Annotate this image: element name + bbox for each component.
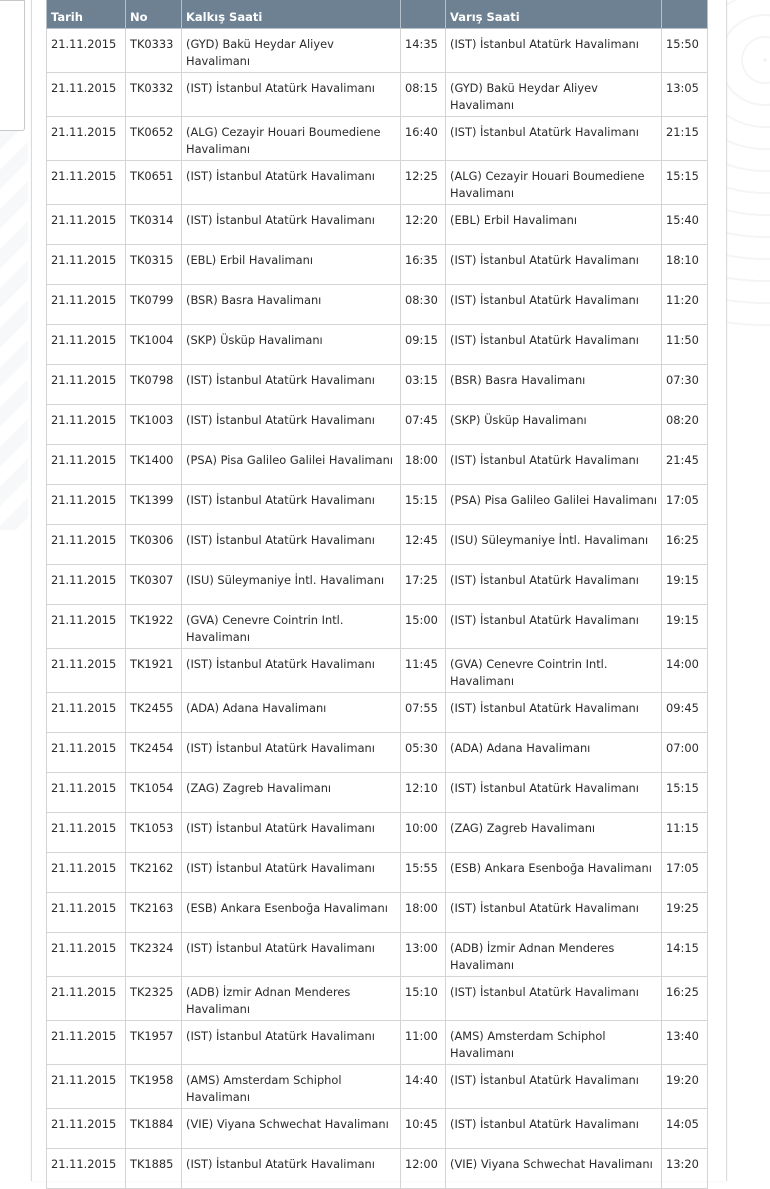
- cell-departure-time: 08:30: [401, 285, 446, 325]
- cell-departure-time: 15:10: [401, 977, 446, 1021]
- cell-arrival-airport: (SKP) Üsküp Havalimanı: [446, 405, 662, 445]
- cell-arrival-time: 14:05: [662, 1109, 708, 1149]
- cell-departure-airport: (IST) İstanbul Atatürk Havalimanı: [182, 405, 401, 445]
- cell-arrival-time: 08:20: [662, 405, 708, 445]
- cell-flight-no: TK0315: [126, 245, 182, 285]
- cell-departure-airport: (IST) İstanbul Atatürk Havalimanı: [182, 933, 401, 977]
- cell-flight-no: TK1922: [126, 605, 182, 649]
- cell-flight-no: TK1884: [126, 1109, 182, 1149]
- cell-arrival-airport: (IST) İstanbul Atatürk Havalimanı: [446, 117, 662, 161]
- cell-date: 21.11.2015: [47, 853, 126, 893]
- cell-departure-time: 15:55: [401, 853, 446, 893]
- table-row: [47, 773, 708, 813]
- table-row: [47, 445, 708, 485]
- cell-departure-time: 11:00: [401, 1021, 446, 1065]
- cell-arrival-time: 18:10: [662, 245, 708, 285]
- cell-departure-time: 12:45: [401, 525, 446, 565]
- cell-date: 21.11.2015: [47, 1149, 126, 1189]
- cell-departure-airport: (AMS) Amsterdam Schiphol Havalimanı: [182, 1065, 401, 1109]
- cell-flight-no: TK1054: [126, 773, 182, 813]
- cell-flight-no: TK0332: [126, 73, 182, 117]
- cell-arrival-airport: (IST) İstanbul Atatürk Havalimanı: [446, 325, 662, 365]
- cell-departure-airport: (IST) İstanbul Atatürk Havalimanı: [182, 1021, 401, 1065]
- cell-arrival-airport: (IST) İstanbul Atatürk Havalimanı: [446, 1065, 662, 1109]
- cell-arrival-airport: (IST) İstanbul Atatürk Havalimanı: [446, 605, 662, 649]
- cell-departure-time: 05:30: [401, 733, 446, 773]
- cell-arrival-airport: (IST) İstanbul Atatürk Havalimanı: [446, 445, 662, 485]
- cell-arrival-time: 17:05: [662, 485, 708, 525]
- cell-departure-time: 18:00: [401, 893, 446, 933]
- cell-flight-no: TK1400: [126, 445, 182, 485]
- cell-arrival-time: 19:20: [662, 1065, 708, 1109]
- cell-departure-time: 10:00: [401, 813, 446, 853]
- cell-departure-airport: (EBL) Erbil Havalimanı: [182, 245, 401, 285]
- cell-flight-no: TK0651: [126, 161, 182, 205]
- table-row: [47, 853, 708, 893]
- cell-flight-no: TK1958: [126, 1065, 182, 1109]
- cell-departure-time: 14:35: [401, 29, 446, 73]
- cell-arrival-time: 07:00: [662, 733, 708, 773]
- cell-departure-airport: (ISU) Süleymaniye İntl. Havalimanı: [182, 565, 401, 605]
- cell-date: 21.11.2015: [47, 285, 126, 325]
- cell-departure-time: 12:00: [401, 1149, 446, 1189]
- cell-departure-airport: (ADA) Adana Havalimanı: [182, 693, 401, 733]
- cell-departure-airport: (PSA) Pisa Galileo Galilei Havalimanı: [182, 445, 401, 485]
- cell-arrival-time: 14:15: [662, 933, 708, 977]
- cell-arrival-time: 15:50: [662, 29, 708, 73]
- cell-arrival-time: 16:25: [662, 977, 708, 1021]
- header-departure: Kalkış Saati: [182, 0, 401, 29]
- cell-arrival-airport: (GVA) Cenevre Cointrin Intl. Havalimanı: [446, 649, 662, 693]
- table-row: [47, 405, 708, 445]
- cell-arrival-airport: (IST) İstanbul Atatürk Havalimanı: [446, 29, 662, 73]
- header-date: Tarih: [47, 0, 126, 29]
- cell-arrival-airport: (ZAG) Zagreb Havalimanı: [446, 813, 662, 853]
- cell-flight-no: TK0307: [126, 565, 182, 605]
- cell-date: 21.11.2015: [47, 565, 126, 605]
- cell-arrival-time: 19:25: [662, 893, 708, 933]
- cell-departure-airport: (IST) İstanbul Atatürk Havalimanı: [182, 853, 401, 893]
- table-row: [47, 1149, 708, 1189]
- cell-arrival-airport: (ALG) Cezayir Houari Boumediene Havalimanı: [446, 161, 662, 205]
- table-row: [47, 485, 708, 525]
- cell-arrival-airport: (ISU) Süleymaniye İntl. Havalimanı: [446, 525, 662, 565]
- cell-date: 21.11.2015: [47, 365, 126, 405]
- cell-departure-airport: (IST) İstanbul Atatürk Havalimanı: [182, 365, 401, 405]
- cell-flight-no: TK0306: [126, 525, 182, 565]
- cell-arrival-time: 13:20: [662, 1149, 708, 1189]
- cell-departure-airport: (IST) İstanbul Atatürk Havalimanı: [182, 649, 401, 693]
- cell-arrival-airport: (EBL) Erbil Havalimanı: [446, 205, 662, 245]
- cell-arrival-airport: (IST) İstanbul Atatürk Havalimanı: [446, 1109, 662, 1149]
- cell-date: 21.11.2015: [47, 605, 126, 649]
- cell-arrival-time: 14:00: [662, 649, 708, 693]
- table-row: [47, 1021, 708, 1065]
- cell-arrival-airport: (AMS) Amsterdam Schiphol Havalimanı: [446, 1021, 662, 1065]
- cell-arrival-airport: (GYD) Bakü Heydar Aliyev Havalimanı: [446, 73, 662, 117]
- table-row: [47, 733, 708, 773]
- cell-departure-airport: (IST) İstanbul Atatürk Havalimanı: [182, 525, 401, 565]
- cell-date: 21.11.2015: [47, 893, 126, 933]
- cell-flight-no: TK1957: [126, 1021, 182, 1065]
- table-row: [47, 161, 708, 205]
- cell-arrival-time: 15:40: [662, 205, 708, 245]
- cell-arrival-time: 17:05: [662, 853, 708, 893]
- cell-departure-time: 15:15: [401, 485, 446, 525]
- cell-arrival-time: 15:15: [662, 161, 708, 205]
- cell-date: 21.11.2015: [47, 773, 126, 813]
- cell-flight-no: TK2325: [126, 977, 182, 1021]
- table-row: [47, 245, 708, 285]
- table-row: [47, 1065, 708, 1109]
- cell-date: 21.11.2015: [47, 29, 126, 73]
- cell-departure-time: 11:45: [401, 649, 446, 693]
- cell-flight-no: TK0314: [126, 205, 182, 245]
- cell-arrival-time: 13:40: [662, 1021, 708, 1065]
- cell-date: 21.11.2015: [47, 693, 126, 733]
- cell-flight-no: TK2454: [126, 733, 182, 773]
- table-row: [47, 117, 708, 161]
- cell-date: 21.11.2015: [47, 205, 126, 245]
- cell-flight-no: TK0652: [126, 117, 182, 161]
- cell-departure-time: 09:15: [401, 325, 446, 365]
- cell-date: 21.11.2015: [47, 1021, 126, 1065]
- header-arrival-time: [662, 0, 708, 29]
- cell-arrival-time: 21:45: [662, 445, 708, 485]
- cell-departure-airport: (IST) İstanbul Atatürk Havalimanı: [182, 161, 401, 205]
- cell-flight-no: TK2455: [126, 693, 182, 733]
- cell-arrival-airport: (IST) İstanbul Atatürk Havalimanı: [446, 893, 662, 933]
- table-row: [47, 977, 708, 1021]
- table-row: [47, 893, 708, 933]
- cell-departure-airport: (ESB) Ankara Esenboğa Havalimanı: [182, 893, 401, 933]
- cell-date: 21.11.2015: [47, 73, 126, 117]
- cell-departure-time: 12:25: [401, 161, 446, 205]
- cell-arrival-airport: (ESB) Ankara Esenboğa Havalimanı: [446, 853, 662, 893]
- cell-date: 21.11.2015: [47, 405, 126, 445]
- cell-date: 21.11.2015: [47, 813, 126, 853]
- cell-arrival-time: 19:15: [662, 565, 708, 605]
- background-pattern-left: [0, 130, 28, 530]
- cell-departure-time: 07:45: [401, 405, 446, 445]
- cell-arrival-time: 19:15: [662, 605, 708, 649]
- cell-flight-no: TK2163: [126, 893, 182, 933]
- cell-date: 21.11.2015: [47, 117, 126, 161]
- table-row: [47, 73, 708, 117]
- sidebar-widget: [0, 0, 25, 131]
- cell-arrival-time: 21:15: [662, 117, 708, 161]
- cell-departure-airport: (BSR) Basra Havalimanı: [182, 285, 401, 325]
- cell-departure-time: 16:40: [401, 117, 446, 161]
- cell-flight-no: TK1004: [126, 325, 182, 365]
- cell-date: 21.11.2015: [47, 649, 126, 693]
- cell-departure-time: 18:00: [401, 445, 446, 485]
- cell-departure-time: 10:45: [401, 1109, 446, 1149]
- cell-arrival-time: 13:05: [662, 73, 708, 117]
- cell-arrival-time: 11:50: [662, 325, 708, 365]
- cell-date: 21.11.2015: [47, 733, 126, 773]
- cell-departure-airport: (IST) İstanbul Atatürk Havalimanı: [182, 813, 401, 853]
- table-row: [47, 325, 708, 365]
- cell-arrival-airport: (ADB) İzmir Adnan Menderes Havalimanı: [446, 933, 662, 977]
- cell-arrival-airport: (IST) İstanbul Atatürk Havalimanı: [446, 285, 662, 325]
- cell-arrival-airport: (IST) İstanbul Atatürk Havalimanı: [446, 693, 662, 733]
- cell-departure-airport: (ZAG) Zagreb Havalimanı: [182, 773, 401, 813]
- cell-departure-airport: (SKP) Üsküp Havalimanı: [182, 325, 401, 365]
- cell-date: 21.11.2015: [47, 445, 126, 485]
- cell-departure-time: 12:20: [401, 205, 446, 245]
- cell-departure-airport: (IST) İstanbul Atatürk Havalimanı: [182, 205, 401, 245]
- cell-departure-time: 16:35: [401, 245, 446, 285]
- cell-date: 21.11.2015: [47, 933, 126, 977]
- cell-arrival-time: 16:25: [662, 525, 708, 565]
- cell-flight-no: TK1003: [126, 405, 182, 445]
- cell-departure-airport: (IST) İstanbul Atatürk Havalimanı: [182, 73, 401, 117]
- cell-date: 21.11.2015: [47, 977, 126, 1021]
- table-header-row: [47, 0, 708, 29]
- cell-departure-airport: (ALG) Cezayir Houari Boumediene Havalimanı: [182, 117, 401, 161]
- cell-flight-no: TK1921: [126, 649, 182, 693]
- cell-departure-airport: (GVA) Cenevre Cointrin Intl. Havalimanı: [182, 605, 401, 649]
- cell-flight-no: TK2162: [126, 853, 182, 893]
- cell-departure-airport: (VIE) Viyana Schwechat Havalimanı: [182, 1109, 401, 1149]
- cell-arrival-airport: (PSA) Pisa Galileo Galilei Havalimanı: [446, 485, 662, 525]
- cell-arrival-airport: (IST) İstanbul Atatürk Havalimanı: [446, 245, 662, 285]
- table-row: [47, 365, 708, 405]
- cell-flight-no: TK0333: [126, 29, 182, 73]
- cell-flight-no: TK1399: [126, 485, 182, 525]
- flight-schedule-table: [46, 0, 708, 1189]
- cell-flight-no: TK1053: [126, 813, 182, 853]
- cell-flight-no: TK2324: [126, 933, 182, 977]
- cell-arrival-airport: (IST) İstanbul Atatürk Havalimanı: [446, 565, 662, 605]
- table-row: [47, 649, 708, 693]
- table-row: [47, 29, 708, 73]
- cell-departure-airport: (IST) İstanbul Atatürk Havalimanı: [182, 1149, 401, 1189]
- cell-arrival-time: 11:20: [662, 285, 708, 325]
- cell-flight-no: TK0799: [126, 285, 182, 325]
- cell-arrival-time: 07:30: [662, 365, 708, 405]
- cell-arrival-time: 11:15: [662, 813, 708, 853]
- cell-departure-airport: (IST) İstanbul Atatürk Havalimanı: [182, 733, 401, 773]
- table-row: [47, 285, 708, 325]
- cell-date: 21.11.2015: [47, 1109, 126, 1149]
- cell-date: 21.11.2015: [47, 485, 126, 525]
- cell-arrival-airport: (BSR) Basra Havalimanı: [446, 365, 662, 405]
- cell-date: 21.11.2015: [47, 325, 126, 365]
- cell-arrival-time: 09:45: [662, 693, 708, 733]
- table-row: [47, 605, 708, 649]
- table-row: [47, 525, 708, 565]
- table-row: [47, 693, 708, 733]
- cell-departure-time: 03:15: [401, 365, 446, 405]
- cell-departure-airport: (ADB) İzmir Adnan Menderes Havalimanı: [182, 977, 401, 1021]
- table-row: [47, 933, 708, 977]
- cell-date: 21.11.2015: [47, 1065, 126, 1109]
- cell-date: 21.11.2015: [47, 525, 126, 565]
- table-row: [47, 565, 708, 605]
- cell-flight-no: TK1885: [126, 1149, 182, 1189]
- cell-departure-time: 15:00: [401, 605, 446, 649]
- header-departure-time: [401, 0, 446, 29]
- header-arrival: Varış Saati: [446, 0, 662, 29]
- cell-arrival-airport: (VIE) Viyana Schwechat Havalimanı: [446, 1149, 662, 1189]
- cell-departure-time: 12:10: [401, 773, 446, 813]
- cell-departure-time: 17:25: [401, 565, 446, 605]
- cell-date: 21.11.2015: [47, 161, 126, 205]
- table-row: [47, 813, 708, 853]
- cell-departure-time: 08:15: [401, 73, 446, 117]
- table-row: [47, 1109, 708, 1149]
- cell-departure-time: 13:00: [401, 933, 446, 977]
- cell-arrival-airport: (IST) İstanbul Atatürk Havalimanı: [446, 977, 662, 1021]
- table-row: [47, 205, 708, 245]
- cell-arrival-time: 15:15: [662, 773, 708, 813]
- cell-departure-airport: (IST) İstanbul Atatürk Havalimanı: [182, 485, 401, 525]
- cell-arrival-airport: (ADA) Adana Havalimanı: [446, 733, 662, 773]
- cell-departure-airport: (GYD) Bakü Heydar Aliyev Havalimanı: [182, 29, 401, 73]
- cell-departure-time: 07:55: [401, 693, 446, 733]
- cell-departure-time: 14:40: [401, 1065, 446, 1109]
- background-pattern-right: [725, 0, 770, 330]
- cell-date: 21.11.2015: [47, 245, 126, 285]
- header-flight-no: No: [126, 0, 182, 29]
- cell-flight-no: TK0798: [126, 365, 182, 405]
- cell-arrival-airport: (IST) İstanbul Atatürk Havalimanı: [446, 773, 662, 813]
